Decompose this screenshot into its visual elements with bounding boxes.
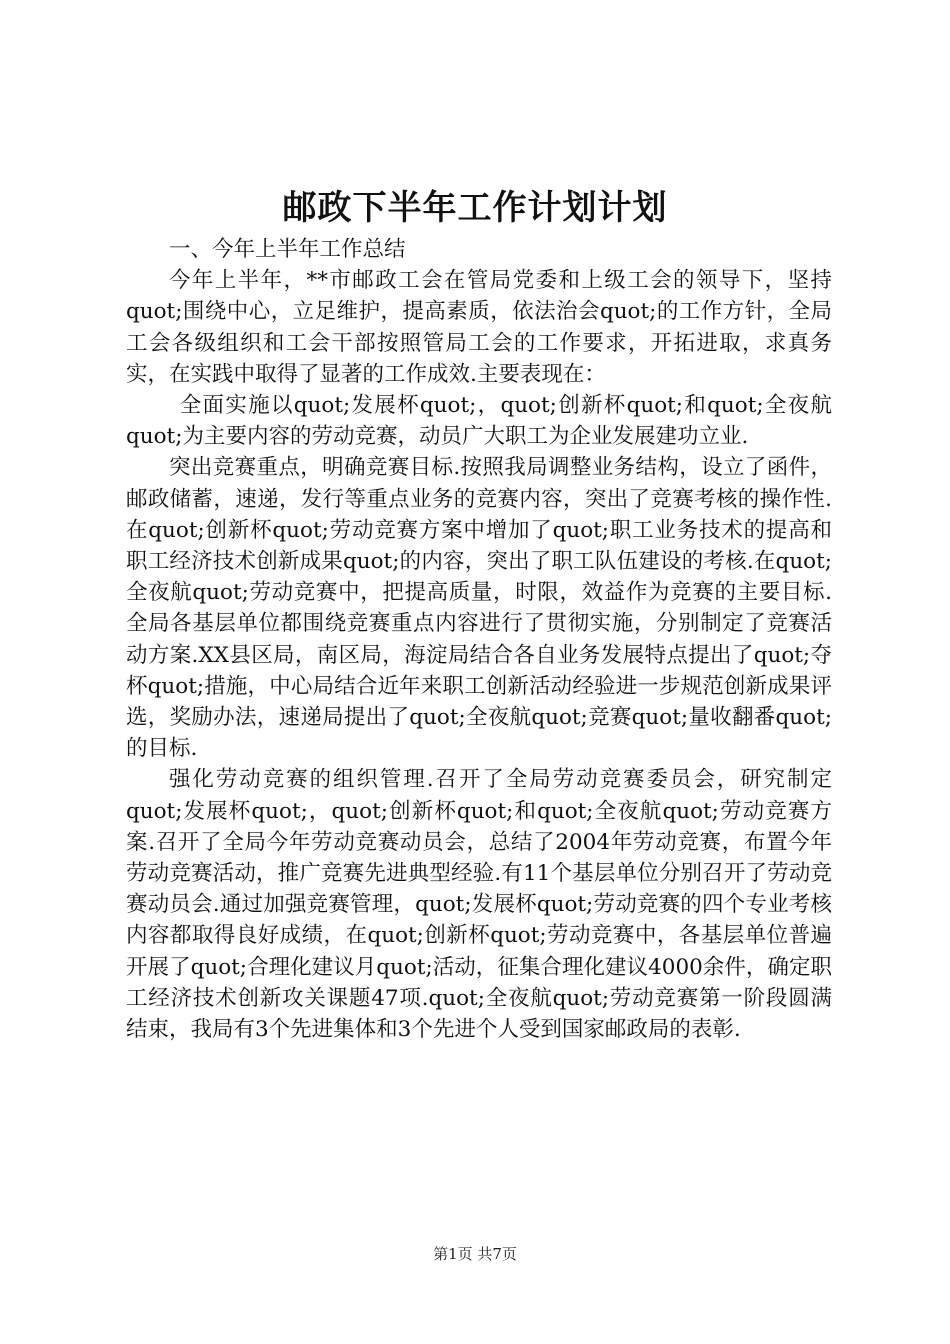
paragraph-competition: 全面实施以quot;发展杯quot;，quot;创新杯quot;和quot;全夜航quot;为主要内容的劳动竞赛，动员广大职工为企业发展建功立业. xyxy=(126,393,832,450)
paragraph-intro: 今年上半年，**市邮政工会在管局党委和上级工会的领导下，坚持quot;围绕中心，立足维护，提高素质，依法治会quot;的工作方针，全局工会各级组织和工会干部按照管局工会的工作要求，开拓进取，求真务实，在实践中取得了显著的工作成效.主要表现在： xyxy=(126,268,832,387)
document-title: 邮政下半年工作计划计划 xyxy=(282,188,668,228)
section-heading: 一、今年上半年工作总结 xyxy=(169,237,406,262)
paragraph-focus: 突出竞赛重点，明确竞赛目标.按照我局调整业务结构，设立了函件，邮政储蓄，速递，发行等重点业务的竞赛内容，突出了竞赛考核的操作性.在quot;创新杯quot;劳动竞赛方案中增加了quot;职工业务技术的提高和职工经济技术创新成果quot;的内容，突出了职工队伍建设的考核.在quot;全夜航quot;劳动竞赛中，把提高质量，时限，效益作为竞赛的主要目标.全局各基层单位都围绕竞赛重点内容进行了贯彻实施，分别制定了竞赛活动方案.XX县区局，南区局，海淀局结合各自业务发展特点提出了quot;夺杯quot;措施，中心局结合近年来职工创新活动经验进一步规范创新成果评选，奖励办法，速递局提出了quot;全夜航quot;竞赛quot;量收翻番quot;的目标. xyxy=(126,455,832,762)
paragraph-management: 强化劳动竞赛的组织管理.召开了全局劳动竞赛委员会，研究制定quot;发展杯quot;，quot;创新杯quot;和quot;全夜航quot;劳动竞赛方案.召开了全局今年劳动竞赛动员会，总结了2004年劳动竞赛，布置今年劳动竞赛活动，推广竞赛先进典型经验.有11个基层单位分别召开了劳动竞赛动员会.通过加强竞赛管理，quot;发展杯quot;劳动竞赛的四个专业考核内容都取得良好成绩，在quot;创新杯quot;劳动竞赛中，各基层单位普遍开展了quot;合理化建议月quot;活动，征集合理化建议4000余件，确定职工经济技术创新攻关课题47项.quot;全夜航quot;劳动竞赛第一阶段圆满结束，我局有3个先进集体和3个先进个人受到国家邮政局的表彰. xyxy=(126,767,832,1043)
document-body xyxy=(126,234,832,1045)
page-footer: 第1页 共7页 xyxy=(433,1245,517,1263)
